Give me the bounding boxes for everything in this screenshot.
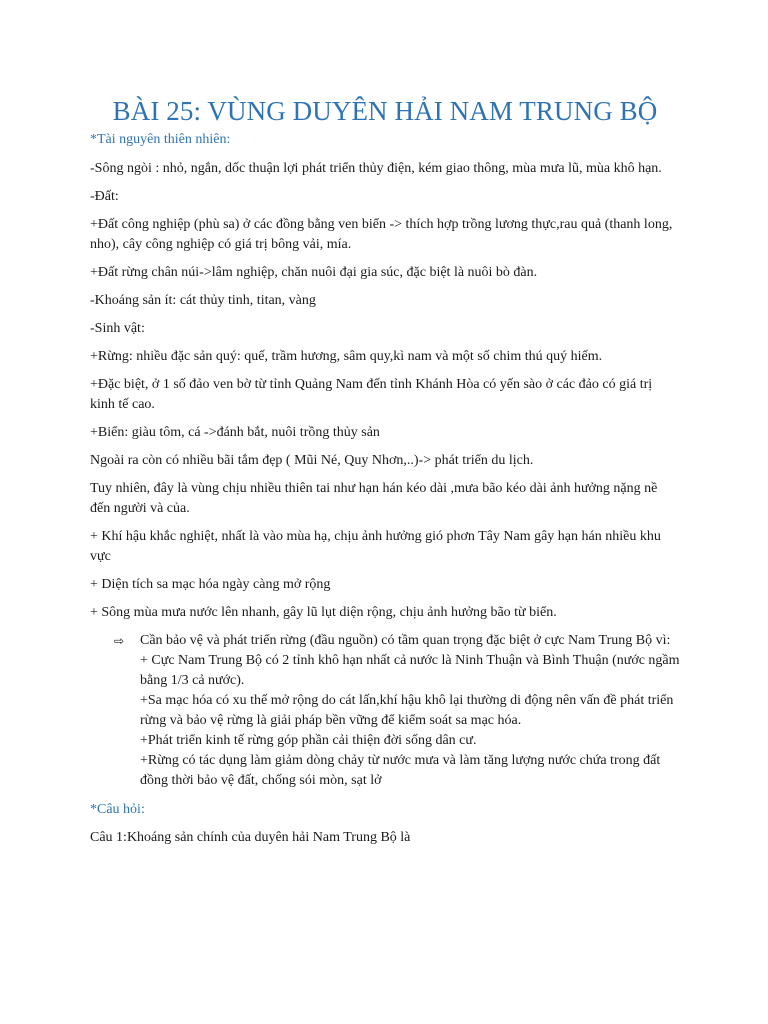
paragraph-climate: + Khí hậu khắc nghiệt, nhất là vào mùa hạ, chịu ảnh hưởng gió phơn Tây Nam gây hạn hán nhiều khu vực [90, 529, 661, 564]
paragraph-bird-nests: +Đặc biệt, ở 1 số đảo ven bờ từ tỉnh Quảng Nam đến tỉnh Khánh Hòa có yến sào ở các đảo có giá trị kinh tế cao. [90, 377, 653, 412]
page-title: BÀI 25: VÙNG DUYÊN HẢI NAM TRUNG BỘ [112, 96, 658, 126]
paragraph-forest-soil: +Đất rừng chân núi->lâm nghiệp, chăn nuôi đại gia súc, đặc biệt là nuôi bò đàn. [90, 265, 538, 280]
paragraph-sea: +Biển: giàu tôm, cá ->đánh bắt, nuôi trồng thủy sản [90, 425, 380, 440]
paragraph-floods: + Sông mùa mưa nước lên nhanh, gây lũ lụt diện rộng, chịu ảnh hưởng bão từ biển. [90, 605, 557, 620]
paragraph-forests: +Rừng: nhiều đặc sản quý: quế, trầm hương, sâm quy,kì nam và một số chim thú quý hiếm. [90, 349, 603, 364]
paragraph-disasters: Tuy nhiên, đây là vùng chịu nhiều thiên tai như hạn hán kéo dài ,mưa bão kéo dài ảnh hưởng nặng nề đến người và của. [90, 481, 658, 516]
paragraph-rivers: -Sông ngòi : nhỏ, ngắn, dốc thuận lợi phát triển thủy điện, kém giao thông, mùa mưa lũ, mùa khô hạn. [90, 161, 662, 176]
section-heading-natural-resources: *Tài nguyên thiên nhiên: [90, 132, 231, 147]
bullet-line: + Cực Nam Trung Bộ có 2 tỉnh khô hạn nhất cả nước là Ninh Thuận và Bình Thuận (nước ngầm bằng 1/3 cả nước). [140, 653, 680, 688]
paragraph-industrial-soil: +Đất công nghiệp (phù sa) ở các đồng bằng ven biển -> thích hợp trồng lương thực,rau quả (thanh long, nho), cây công nghiệp có giá trị bông vải, mía. [90, 217, 673, 252]
arrow-bullet-block [90, 631, 680, 791]
paragraph-beaches: Ngoài ra còn có nhiều bãi tắm đẹp ( Mũi Né, Quy Nhơn,..)-> phát triển du lịch. [90, 453, 534, 468]
section-heading-questions: *Câu hỏi: [90, 802, 145, 817]
paragraph-soil: -Đất: [90, 189, 119, 204]
bullet-line: +Phát triển kinh tế rừng góp phần cải thiện đời sống dân cư. [140, 733, 477, 748]
paragraph-minerals: -Khoáng sản ít: cát thủy tinh, titan, vàng [90, 293, 316, 308]
bullet-line: +Rừng có tác dụng làm giảm dòng chảy từ nước mưa và làm tăng lượng nước chứa trong đất đồng thời bảo vệ đất, chống sói mòn, sạt lở [140, 753, 661, 788]
bullet-line-lead: Cần bảo vệ và phát triển rừng (đầu nguồn) có tầm quan trọng đặc biệt ở cực Nam Trung Bộ vì: [140, 633, 671, 648]
bullet-line: +Sa mạc hóa có xu thế mở rộng do cát lấn,khí hậu khô lại thường di động nên vấn đề phát triển rừng và bảo vệ rừng là giải pháp bền vững để kiểm soát sa mạc hóa. [140, 693, 674, 728]
question-1: Câu 1:Khoáng sản chính của duyên hải Nam Trung Bộ là [90, 830, 411, 845]
paragraph-biology: -Sinh vật: [90, 321, 145, 336]
paragraph-desertification: + Diện tích sa mạc hóa ngày càng mở rộng [90, 577, 331, 592]
arrow-right-icon: ⇨ [114, 634, 125, 648]
